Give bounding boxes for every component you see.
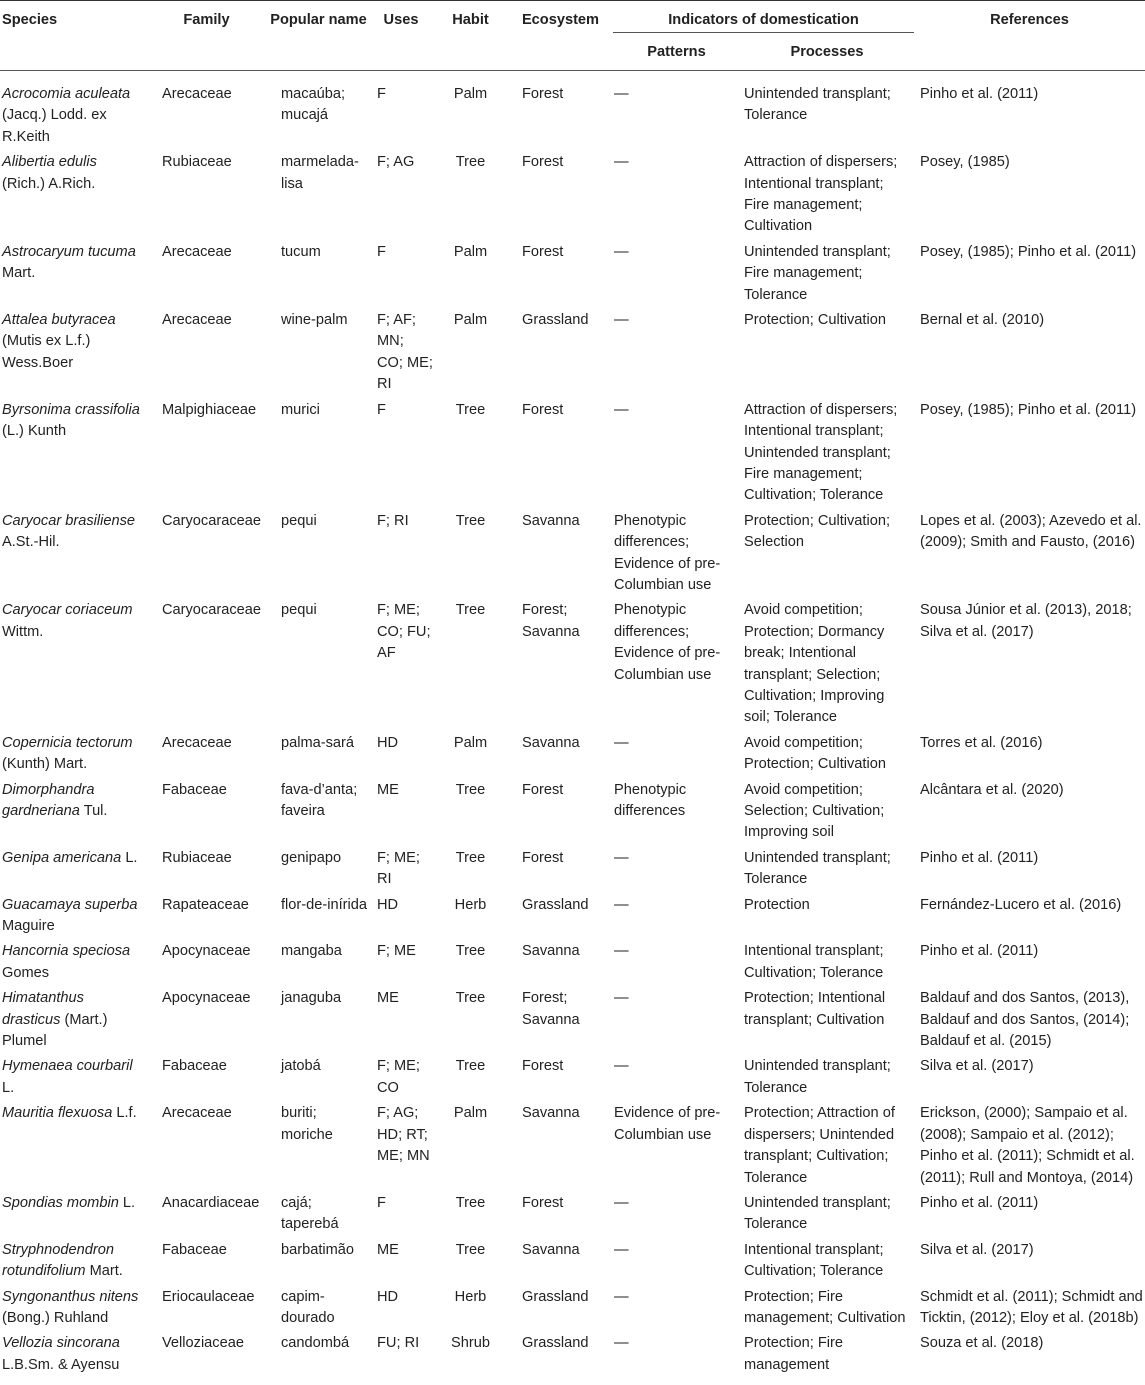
family-cell: Eriocaulaceae (162, 1288, 255, 1305)
processes-cell: Attraction of dispersers; Intentional transplant; Fire management; Cultivation (744, 154, 898, 235)
species-cell (0, 1099, 145, 1189)
patterns-cell: Evidence of pre-Columbian use (614, 1105, 721, 1143)
references-cell: Souza et al. (2018) (920, 1335, 1044, 1352)
table-row (0, 984, 1145, 1052)
ecosystem-cell: Grassland (522, 896, 589, 913)
family-cell: Apocynaceae (162, 943, 251, 960)
species-authority: Gomes (2, 964, 50, 981)
family-cell: Arecaceae (162, 312, 232, 329)
species-cell (0, 844, 145, 891)
table-header (0, 1, 1145, 71)
patterns-cell: Phenotypic differences (614, 781, 687, 819)
family-cell: Arecaceae (162, 86, 232, 102)
header-ecosystem: Ecosystem (521, 12, 600, 28)
family-cell: Arecaceae (162, 734, 232, 751)
uses-cell: ME (377, 1241, 399, 1258)
popular-name-cell: barbatimão (281, 1241, 355, 1258)
patterns-cell: — (614, 1194, 629, 1211)
uses-cell: F (377, 86, 386, 102)
species-scientific-name: Alibertia edulis (2, 154, 97, 171)
species-authority: A.St.-Hil. (2, 534, 60, 551)
uses-cell: F; ME; RI (377, 849, 420, 888)
uses-cell: F (377, 401, 386, 418)
popular-name-cell: marmelada-lisa (281, 154, 359, 192)
popular-name-cell: candombá (281, 1335, 350, 1352)
patterns-cell: — (614, 86, 629, 102)
processes-cell: Unintended transplant; Tolerance (744, 1058, 891, 1096)
uses-cell: F (377, 1194, 386, 1211)
popular-name-cell: jatobá (281, 1058, 321, 1075)
references-cell: Pinho et al. (2011) (920, 86, 1039, 102)
table-row (0, 71, 1145, 149)
table-row (0, 844, 1145, 891)
species-scientific-name: Vellozia sincorana (2, 1335, 120, 1352)
ecosystem-cell: Grassland (522, 312, 589, 329)
habit-cell: Shrub (451, 1335, 490, 1352)
habit-cell: Tree (455, 154, 486, 171)
species-authority: Maguire (2, 918, 55, 935)
table-row (0, 306, 1145, 396)
processes-cell: Intentional transplant; Cultivation; Tolerance (744, 943, 884, 981)
references-cell: Posey, (1985); Pinho et al. (2011) (920, 401, 1137, 418)
header-indicators: Indicators of domestication (613, 1, 914, 33)
uses-cell: HD (377, 896, 399, 913)
family-cell: Velloziaceae (162, 1335, 244, 1352)
species-cell (0, 238, 145, 306)
habit-cell: Palm (453, 734, 488, 751)
species-cell (0, 306, 145, 396)
popular-name-cell: fava-d’anta; faveira (281, 781, 358, 819)
processes-cell: Protection; Fire management; Cultivation (744, 1288, 906, 1326)
species-scientific-name: Astrocaryum tucuma (2, 243, 136, 260)
ecosystem-cell: Savanna (522, 734, 580, 751)
species-scientific-name: Stryphnodendron rotundifolium (2, 1241, 114, 1280)
species-scientific-name: Attalea butyracea (2, 312, 116, 329)
uses-cell: HD (377, 734, 399, 751)
uses-cell: F; ME; CO; FU; AF (377, 602, 431, 662)
references-cell: Bernal et al. (2010) (920, 312, 1045, 329)
references-cell: Erickson, (2000); Sampaio et al. (2008); Sampaio et al. (2012); Pinho et al. (2011); Schmidt et al. (2011); Rull and Montoya, (2014) (920, 1105, 1135, 1186)
family-cell: Anacardiaceae (162, 1194, 260, 1211)
popular-name-cell: palma-sará (281, 734, 354, 751)
species-scientific-name: Byrsonima crassifolia (2, 401, 140, 418)
processes-cell: Protection; Cultivation; Selection (744, 512, 891, 551)
family-cell: Caryocaraceae (162, 602, 261, 619)
table-row (0, 1283, 1145, 1330)
family-cell: Fabaceae (162, 1058, 227, 1075)
references-cell: Baldauf and dos Santos, (2013), Baldauf and dos Santos, (2014); Baldauf et al. (2015) (920, 990, 1130, 1050)
species-cell (0, 1283, 145, 1330)
popular-name-cell: capim-dourado (281, 1288, 335, 1326)
popular-name-cell: tucum (281, 243, 321, 260)
family-cell: Arecaceae (162, 1105, 232, 1122)
species-authority: (L.) Kunth (2, 423, 67, 440)
species-scientific-name: Acrocomia aculeata (2, 86, 131, 102)
processes-cell: Avoid competition; Protection; Dormancy break; Intentional transplant; Selection; Cultivation; Improving soil; Tolerance (744, 602, 885, 726)
species-authority: Mart. (85, 1263, 123, 1280)
species-cell (0, 1189, 145, 1236)
references-cell: Lopes et al. (2003); Azevedo et al. (2009); Smith and Fausto, (2016) (920, 512, 1142, 551)
popular-name-cell: wine-palm (281, 312, 348, 329)
ecosystem-cell: Forest; Savanna (522, 602, 580, 640)
processes-cell: Protection; Fire management (744, 1335, 843, 1373)
table-row (0, 729, 1145, 776)
popular-name-cell: murici (281, 401, 320, 418)
header-family: Family (183, 12, 230, 28)
patterns-cell: — (614, 896, 629, 913)
species-scientific-name: Himatanthus drasticus (2, 990, 84, 1028)
table-body (0, 71, 1145, 1377)
species-cell (0, 1329, 145, 1376)
family-cell: Arecaceae (162, 243, 232, 260)
uses-cell: ME (377, 781, 399, 798)
ecosystem-cell: Forest (522, 401, 564, 418)
uses-cell: HD (377, 1288, 399, 1305)
patterns-cell: Phenotypic differences; Evidence of pre-Columbian use (614, 602, 721, 683)
processes-cell: Protection; Cultivation (744, 312, 886, 329)
species-cell (0, 984, 145, 1052)
family-cell: Fabaceae (162, 781, 227, 798)
header-popular-name: Popular name (270, 12, 367, 28)
habit-cell: Tree (455, 1241, 486, 1258)
table-row (0, 1099, 1145, 1189)
species-authority: Tul. (79, 803, 108, 819)
patterns-cell: — (614, 312, 629, 329)
species-authority: Wittm. (2, 623, 44, 640)
patterns-cell: — (614, 734, 629, 751)
references-cell: Posey, (1985); Pinho et al. (2011) (920, 243, 1137, 260)
ecosystem-cell: Forest (522, 849, 564, 866)
processes-cell: Intentional transplant; Cultivation; Tolerance (744, 1241, 884, 1280)
ecosystem-cell: Forest (522, 154, 564, 171)
species-authority: L.B.Sm. & Ayensu (2, 1356, 120, 1373)
uses-cell: F (377, 243, 386, 260)
table-row (0, 396, 1145, 507)
processes-cell: Attraction of dispersers; Intentional transplant; Unintended transplant; Fire management; Cultivation; Tolerance (744, 401, 898, 504)
popular-name-cell: pequi (281, 512, 317, 529)
species-authority: L.f. (112, 1105, 137, 1122)
family-cell: Malpighiaceae (162, 401, 257, 418)
species-cell (0, 1052, 145, 1099)
species-authority: L. (2, 1079, 15, 1096)
references-cell: Pinho et al. (2011) (920, 1194, 1039, 1211)
popular-name-cell: genipapo (281, 849, 342, 866)
header-patterns: Patterns (647, 43, 706, 60)
species-authority: L. (118, 1194, 136, 1211)
patterns-cell: — (614, 243, 629, 260)
patterns-cell: — (614, 943, 629, 960)
family-cell: Rubiaceae (162, 154, 232, 171)
header-references: References (990, 12, 1069, 28)
family-cell: Caryocaraceae (162, 512, 261, 529)
patterns-cell: — (614, 1058, 629, 1075)
patterns-cell: — (614, 1241, 629, 1258)
habit-cell: Tree (455, 781, 486, 798)
table-row (0, 937, 1145, 984)
species-cell (0, 729, 145, 776)
habit-cell: Tree (455, 943, 486, 960)
family-cell: Apocynaceae (162, 990, 251, 1007)
references-cell: Silva et al. (2017) (920, 1058, 1034, 1075)
species-authority: Mart. (2, 265, 36, 282)
family-cell: Rapateaceae (162, 896, 249, 913)
species-authority: L. (121, 849, 138, 866)
popular-name-cell: macaúba; mucajá (281, 86, 346, 124)
species-cell (0, 71, 145, 149)
references-cell: Silva et al. (2017) (920, 1241, 1034, 1258)
uses-cell: F; AG; HD; RT; ME; MN (377, 1105, 430, 1165)
habit-cell: Palm (453, 312, 488, 329)
references-cell: Alcântara et al. (2020) (920, 781, 1064, 798)
processes-cell: Protection (744, 896, 810, 913)
species-authority: (Bong.) Ruhland (2, 1309, 109, 1326)
header-habit: Habit (452, 12, 489, 28)
table-row (0, 596, 1145, 728)
species-cell (0, 507, 145, 597)
popular-name-cell: cajá; taperebá (281, 1194, 339, 1233)
habit-cell: Herb (454, 896, 487, 913)
species-scientific-name: Hancornia speciosa (2, 943, 131, 960)
uses-cell: F; AG (377, 154, 415, 171)
references-cell: Fernández-Lucero et al. (2016) (920, 896, 1122, 913)
habit-cell: Tree (455, 1058, 486, 1075)
habit-cell: Palm (453, 86, 488, 102)
ecosystem-cell: Savanna (522, 1241, 580, 1258)
uses-cell: F; ME; CO (377, 1058, 420, 1096)
species-scientific-name: Syngonanthus nitens (2, 1288, 139, 1305)
habit-cell: Tree (455, 401, 486, 418)
ecosystem-cell: Savanna (522, 512, 580, 529)
habit-cell: Tree (455, 1194, 486, 1211)
species-scientific-name: Copernicia tectorum (2, 734, 133, 751)
table-row (0, 1052, 1145, 1099)
processes-cell: Avoid competition; Selection; Cultivation; Improving soil (744, 781, 885, 841)
ecosystem-cell: Grassland (522, 1335, 589, 1352)
popular-name-cell: buriti; moriche (281, 1105, 333, 1143)
table-row (0, 1189, 1145, 1236)
species-cell (0, 776, 145, 844)
table-row (0, 507, 1145, 597)
processes-cell: Avoid competition; Protection; Cultivation (744, 734, 886, 773)
uses-cell: ME (377, 990, 399, 1007)
habit-cell: Tree (455, 849, 486, 866)
table-row (0, 238, 1145, 306)
header-uses: Uses (383, 12, 419, 28)
habit-cell: Tree (455, 512, 486, 529)
patterns-cell: — (614, 401, 629, 418)
popular-name-cell: flor-de-inírida (281, 896, 367, 913)
uses-cell: F; RI (377, 512, 409, 529)
ecosystem-cell: Savanna (522, 1105, 580, 1122)
processes-cell: Protection; Attraction of dispersers; Unintended transplant; Cultivation; Tolerance (744, 1105, 895, 1186)
patterns-cell: — (614, 1335, 629, 1352)
popular-name-cell: mangaba (281, 943, 342, 960)
species-cell (0, 937, 145, 984)
references-cell: Sousa Júnior et al. (2013), 2018; Silva et al. (2017) (920, 602, 1132, 640)
references-cell: Torres et al. (2016) (920, 734, 1043, 751)
family-cell: Fabaceae (162, 1241, 227, 1258)
patterns-cell: — (614, 1288, 629, 1305)
processes-cell: Protection; Intentional transplant; Cultivation (744, 990, 886, 1028)
patterns-cell: — (614, 154, 629, 171)
popular-name-cell: janaguba (281, 990, 342, 1007)
species-cell (0, 1236, 145, 1283)
uses-cell: F; AF; MN; CO; ME; RI (377, 312, 433, 393)
species-cell (0, 148, 145, 238)
header-species: Species (2, 12, 58, 28)
header-processes: Processes (790, 43, 864, 60)
ecosystem-cell: Forest (522, 1058, 564, 1075)
species-scientific-name: Hymenaea courbaril (2, 1058, 133, 1075)
habit-cell: Palm (453, 243, 488, 260)
species-cell (0, 396, 145, 507)
species-scientific-name: Caryocar coriaceum (2, 602, 133, 619)
table-row (0, 891, 1145, 938)
species-authority: (Kunth) Mart. (2, 756, 88, 773)
ecosystem-cell: Forest (522, 1194, 564, 1211)
ecosystem-cell: Forest (522, 781, 564, 798)
habit-cell: Herb (454, 1288, 487, 1305)
table-row (0, 1329, 1145, 1376)
table-row (0, 776, 1145, 844)
species-authority: (Mart.) Plumel (2, 1011, 108, 1050)
ecosystem-cell: Forest; Savanna (522, 990, 580, 1028)
species-cell (0, 891, 145, 938)
species-scientific-name: Guacamaya superba (2, 896, 138, 913)
processes-cell: Unintended transplant; Fire management; Tolerance (744, 243, 891, 303)
table-row (0, 148, 1145, 238)
patterns-cell: — (614, 990, 629, 1007)
species-scientific-name: Genipa americana (2, 849, 122, 866)
species-scientific-name: Caryocar brasiliense (2, 512, 136, 529)
species-scientific-name: Dimorphandra gardneriana (2, 781, 95, 819)
habit-cell: Tree (455, 602, 486, 619)
processes-cell: Unintended transplant; Tolerance (744, 1194, 891, 1233)
species-authority: (Mutis ex L.f.) Wess.Boer (2, 333, 91, 371)
ecosystem-cell: Forest (522, 86, 564, 102)
species-scientific-name: Mauritia flexuosa (2, 1105, 113, 1122)
references-cell: Posey, (1985) (920, 154, 1010, 171)
habit-cell: Palm (453, 1105, 488, 1122)
ecosystem-cell: Grassland (522, 1288, 589, 1305)
family-cell: Rubiaceae (162, 849, 232, 866)
references-cell: Schmidt et al. (2011); Schmidt and Ticktin, (2012); Eloy et al. (2018b) (920, 1288, 1143, 1326)
ecosystem-cell: Savanna (522, 943, 580, 960)
species-authority: (Jacq.) Lodd. ex R.Keith (2, 107, 107, 145)
species-cell (0, 596, 145, 728)
habit-cell: Tree (455, 990, 486, 1007)
uses-cell: F; ME (377, 943, 416, 960)
patterns-cell: Phenotypic differences; Evidence of pre-Columbian use (614, 512, 721, 593)
processes-cell: Unintended transplant; Tolerance (744, 86, 891, 124)
patterns-cell: — (614, 849, 629, 866)
references-cell: Pinho et al. (2011) (920, 849, 1039, 866)
popular-name-cell: pequi (281, 602, 317, 619)
ecosystem-cell: Forest (522, 243, 564, 260)
table-row (0, 1236, 1145, 1283)
species-scientific-name: Spondias mombin (2, 1194, 119, 1211)
processes-cell: Unintended transplant; Tolerance (744, 849, 891, 888)
references-cell: Pinho et al. (2011) (920, 943, 1039, 960)
uses-cell: FU; RI (377, 1335, 420, 1352)
species-authority: (Rich.) A.Rich. (2, 175, 96, 192)
